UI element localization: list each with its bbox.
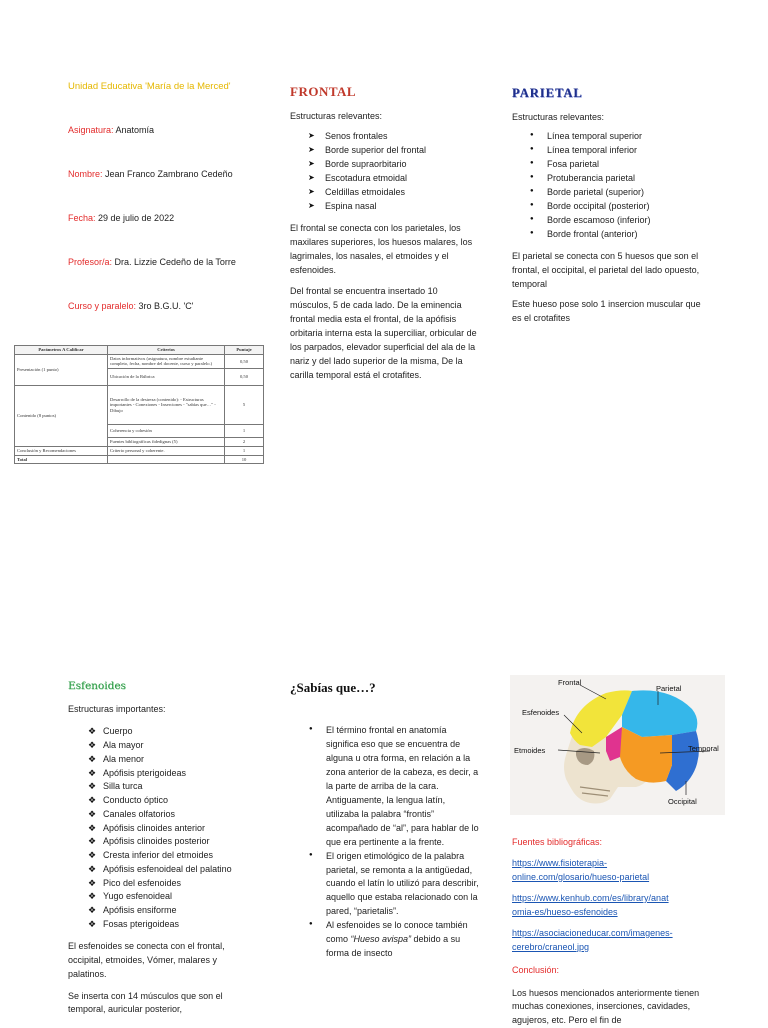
parietal-title: PARIETAL [512, 84, 702, 103]
frontal-insertions: Del frontal se encuentra insertado 10 músculos, 5 de cada lado. De la eminencia frontal media esta el frontal, de la apófisis orbitaria interna esta la superciliar, orbicular de los parpados, elevador superficial del ala de la nariz y del lado superior de la misma, De la carilla temporal está el crotafites. [290, 285, 480, 383]
date-field: Fecha: 29 de julio de 2022 [68, 212, 174, 226]
rubric-param: Presentación (1 punto) [15, 354, 108, 385]
rubric-score: 2 [225, 438, 264, 447]
frontal-list [290, 130, 480, 214]
rubric-score: 10 [225, 455, 264, 464]
list-item: ➤ Espina nasal [325, 200, 480, 214]
rubric-param: Contenido (8 puntos) [15, 386, 108, 447]
list-item: ❖ Ala mayor [103, 739, 253, 753]
rubric-criteria: Desarrollo de la destreza (contenido): - Estructuras importantes - Conexiones - Inserciones - "sabías que…" - Dibujo [108, 386, 225, 425]
rubric-criteria: Datos informativos (asignatura, nombre estudiante completo, fecha, nombre del docente, curso y paralelo.) [108, 354, 225, 368]
label-esfenoides: Esfenoides [522, 708, 559, 717]
source-link[interactable]: https://www.fisioterapia- online.com/glosario/hueso-parietal [512, 857, 712, 885]
rubric-criteria: Fuentes bibliográficas fidedignas (5) [108, 438, 225, 447]
list-item: ● Fosa parietal [547, 158, 702, 172]
rubric-param: Conclusión y Recomendaciones [15, 446, 108, 455]
name-field: Nombre: Jean Franco Zambrano Cedeño [68, 168, 233, 182]
label-temporal: Temporal [688, 744, 719, 753]
table-row [15, 455, 264, 464]
esfenoides-title: Esfenoides [68, 678, 253, 694]
course-field: Curso y paralelo: 3ro B.G.U. 'C' [68, 300, 194, 314]
rubric-score: 0,50 [225, 369, 264, 386]
source-link[interactable]: https://asociacioneducar.com/imagenes- cerebro/craneol.jpg [512, 927, 712, 955]
sources-title: Fuentes bibliográficas: [512, 836, 712, 850]
parietal-insertions: Este hueso pose solo 1 insercion muscular que es el crotafites [512, 298, 702, 326]
list-item: ● Borde escamoso (inferior) [547, 214, 702, 228]
list-item: ❖ Cuerpo [103, 725, 253, 739]
rubric-score: 1 [225, 425, 264, 438]
rubric-criteria: Coherencia y cohesión [108, 425, 225, 438]
table-row [15, 354, 264, 368]
list-item: ● Línea temporal superior [547, 130, 702, 144]
list-item: ❖ Conducto óptico [103, 794, 253, 808]
conclusion-text: Los huesos mencionados anteriormente tienen muchas conexiones, inserciones, cavidades, agujeros, etc. Pero el fin de [512, 987, 712, 1028]
cover-panel [68, 80, 268, 95]
rubric-header: Parámetros A Calificar [15, 346, 108, 355]
list-item: ● Borde parietal (superior) [547, 186, 702, 200]
rubric-score: 0,50 [225, 354, 264, 368]
label-parietal: Parietal [656, 684, 682, 693]
subject-field: Asignatura: Anatomía [68, 124, 154, 138]
teacher-field: Profesor/a: Dra. Lizzie Cedeño de la Torre [68, 256, 236, 270]
sabias-panel [290, 678, 480, 961]
rubric-header: Puntaje [225, 346, 264, 355]
frontal-subtitle: Estructuras relevantes: [290, 110, 480, 124]
frontal-connections: El frontal se conecta con los parietales, los maxilares superiores, los huesos malares, los lagrimales, los nasales, el etmoides y el esfenoides. [290, 222, 480, 278]
list-item: ❖ Yugo esfenoideal [103, 890, 253, 904]
parietal-list [512, 130, 702, 242]
list-item: ❖ Apófisis clinoides anterior [103, 822, 253, 836]
school-name: Unidad Educativa 'María de la Merced' [68, 80, 268, 95]
esfenoides-subtitle: Estructuras importantes: [68, 703, 253, 717]
frontal-panel [290, 82, 480, 383]
esfenoides-connections: El esfenoides se conecta con el frontal, occipital, etmoides, Vómer, malares y palatinos. [68, 940, 253, 982]
list-item: ➤ Borde supraorbitario [325, 158, 480, 172]
label-occipital: Occipital [668, 797, 697, 806]
rubric-criteria: Criterio personal y coherente. [108, 446, 225, 455]
list-item: ❖ Fosas pterigoideas [103, 918, 253, 932]
list-item: ● Borde occipital (posterior) [547, 200, 702, 214]
list-item: ● Protuberancia parietal [547, 172, 702, 186]
list-item: ● El origen etimológico de la palabra parietal, se remonta a la antigüedad, cuando el latín lo utilizó para describir, aquello que estaba relacionado con la pared, “parietalis”. [326, 850, 480, 920]
conclusion-title: Conclusión: [512, 964, 712, 978]
rubric-criteria [108, 455, 225, 464]
sabias-list [290, 724, 480, 961]
skull-diagram [510, 675, 725, 815]
list-item: ➤ Escotadura etmoidal [325, 172, 480, 186]
list-item: ● El término frontal en anatomía significa eso que se encuentra de alguna u otra forma, en relación a la zona anterior de la cabeza, es decir, a la parte de arriba de la cara. Antiguamente, la lengua latín, utilizaba la palabra “frontis” acompañado de “al”, para hablar de lo que era pertinente a la frente. [326, 724, 480, 849]
rubric-score: 5 [225, 386, 264, 425]
list-item: ❖ Pico del esfenoides [103, 877, 253, 891]
table-row [15, 386, 264, 425]
parietal-connections: El parietal se conecta con 5 huesos que son el frontal, el occipital, el parietal del lado opuesto, temporal [512, 250, 702, 292]
rubric-param: Total [15, 455, 108, 464]
list-item: ❖ Ala menor [103, 753, 253, 767]
label-etmoides: Etmoides [514, 746, 546, 755]
list-item: ● Línea temporal inferior [547, 144, 702, 158]
sources-panel [512, 836, 712, 1028]
list-item: ❖ Apófisis pterigoideas [103, 767, 253, 781]
list-item: ❖ Silla turca [103, 780, 253, 794]
parietal-panel [512, 84, 702, 326]
rubric-table [14, 345, 264, 464]
rubric-score: 1 [225, 446, 264, 455]
esfenoides-list [68, 725, 253, 931]
rubric-header: Criterios [108, 346, 225, 355]
list-item: ● Borde frontal (anterior) [547, 228, 702, 242]
list-item: ● Al esfenoides se lo conoce también como “Hueso avispa” debido a su forma de insecto [326, 919, 480, 961]
rubric-criteria: Ubicación de la Rúbrica [108, 369, 225, 386]
frontal-title: FRONTAL [290, 82, 480, 102]
list-item: ❖ Apófisis esfenoideal del palatino [103, 863, 253, 877]
source-link[interactable]: https://www.kenhub.com/es/library/anat omia-es/hueso-esfenoides [512, 892, 712, 920]
label-frontal: Frontal [558, 678, 582, 687]
rubric-header-row [15, 346, 264, 355]
list-item: ❖ Cresta inferior del etmoides [103, 849, 253, 863]
parietal-subtitle: Estructuras relevantes: [512, 111, 702, 125]
list-item: ➤ Senos frontales [325, 130, 480, 144]
list-item: ❖ Apófisis clinoides posterior [103, 835, 253, 849]
list-item: ➤ Borde superior del frontal [325, 144, 480, 158]
list-item: ➤ Celdillas etmoidales [325, 186, 480, 200]
table-row [15, 446, 264, 455]
esfenoides-insertions: Se inserta con 14 músculos que son el temporal, auricular posterior, [68, 990, 253, 1018]
sabias-title: ¿Sabías que…? [290, 678, 480, 698]
list-item: ❖ Canales olfatorios [103, 808, 253, 822]
esfenoides-panel [68, 678, 253, 1017]
list-item: ❖ Apófisis ensiforme [103, 904, 253, 918]
